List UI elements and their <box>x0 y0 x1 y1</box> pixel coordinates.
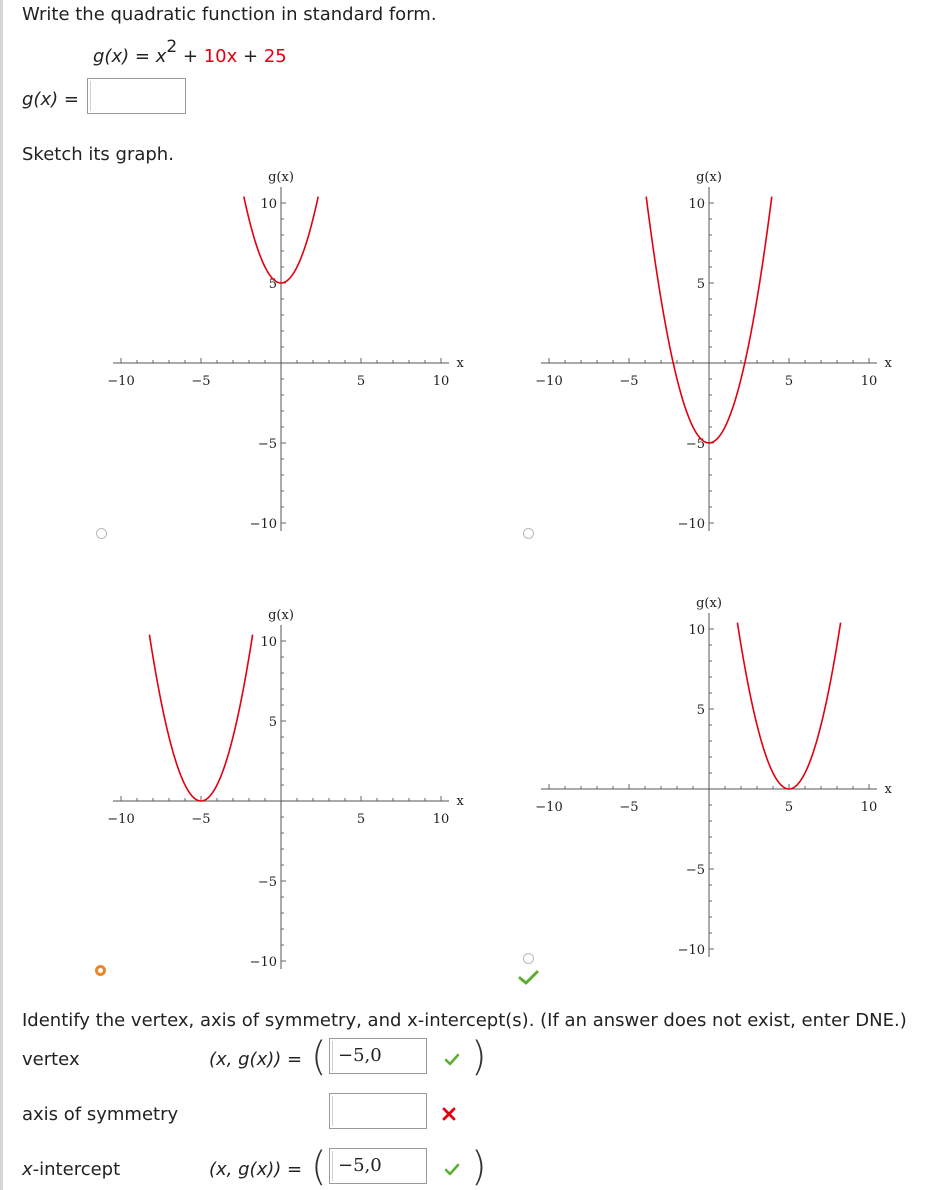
sketch-prompt: Sketch its graph. <box>22 144 174 165</box>
given-function <box>93 37 287 67</box>
radio-option-a[interactable] <box>96 528 107 539</box>
x-axis-title: x <box>884 356 892 371</box>
y-tick-label: −10 <box>249 517 277 532</box>
x-tick-label: 10 <box>860 800 878 815</box>
equals-sign: = <box>134 46 150 67</box>
x-tick-label: −10 <box>535 374 563 389</box>
x-tick-label: 10 <box>432 812 450 827</box>
x-intercept-open-paren: ( <box>311 1144 327 1190</box>
graph-option-a[interactable] <box>100 170 464 542</box>
y-tick-label: 10 <box>260 635 277 650</box>
y-tick-label: −5 <box>257 437 277 452</box>
x-tick-label: 10 <box>432 374 450 389</box>
linear-term: 10x <box>203 46 238 67</box>
y-tick-label: −5 <box>257 875 277 890</box>
parabola-curve <box>737 623 840 789</box>
x-intercept-x: x <box>22 1159 33 1180</box>
vertex-open-paren: ( <box>311 1034 327 1080</box>
y-tick-label: −10 <box>249 955 277 970</box>
radio-option-d[interactable] <box>523 953 534 964</box>
constant-term: 25 <box>263 46 287 67</box>
x-tick-label: 5 <box>356 812 366 827</box>
parabola-curve <box>149 635 252 801</box>
x-intercept-label <box>22 1159 120 1180</box>
plus-sign-2: + <box>243 46 259 67</box>
y-tick-label: −10 <box>677 943 705 958</box>
y-axis-title: g(x) <box>696 596 722 611</box>
x-axis-title: x <box>456 794 464 809</box>
x-tick-label: −5 <box>191 374 211 389</box>
answer-lhs: g(x) <box>22 89 59 110</box>
identify-prompt: Identify the vertex, axis of symmetry, and x-intercept(s). (If an answer does not exist, enter DNE.) <box>22 1010 907 1031</box>
x-tick-label: 10 <box>860 374 878 389</box>
y-tick-label: 5 <box>696 277 705 292</box>
x-axis-title: x <box>884 782 892 797</box>
y-tick-label: −10 <box>677 517 705 532</box>
y-axis-title: g(x) <box>268 608 294 623</box>
x-intercept-check-icon <box>444 1163 460 1176</box>
axis-of-symmetry-input[interactable] <box>329 1093 427 1129</box>
x-tick-label: −10 <box>535 800 563 815</box>
x-tick-label: 5 <box>784 800 794 815</box>
vertex-close-paren: ) <box>471 1034 487 1080</box>
x-intercept-close-paren: ) <box>471 1144 487 1190</box>
left-border <box>0 0 3 1190</box>
plus-sign: + <box>182 46 198 67</box>
y-axis-title: g(x) <box>696 170 722 185</box>
x-intercept-prefix: (x, g(x)) = <box>209 1159 303 1180</box>
vertex-input[interactable]: −5,0 <box>329 1038 427 1074</box>
vertex-prefix: (x, g(x)) = <box>209 1049 303 1070</box>
x-intercept-rest: -intercept <box>32 1159 121 1180</box>
axis-label: axis of symmetry <box>22 1104 179 1125</box>
axis-cross-icon <box>442 1107 456 1121</box>
x-squared-base: x <box>155 46 167 67</box>
y-tick-label: −5 <box>685 437 705 452</box>
y-tick-label: 10 <box>688 197 705 212</box>
exponent: 2 <box>166 37 178 57</box>
x-tick-label: −10 <box>107 812 135 827</box>
function-lhs: g(x) <box>93 46 130 67</box>
radio-option-c[interactable] <box>95 965 106 976</box>
graph-option-c[interactable] <box>100 608 464 980</box>
x-intercept-input[interactable]: −5,0 <box>329 1148 427 1184</box>
answer-label <box>22 89 79 110</box>
x-tick-label: 5 <box>784 374 794 389</box>
radio-option-b[interactable] <box>523 528 534 539</box>
y-axis-title: g(x) <box>268 170 294 185</box>
x-tick-label: −10 <box>107 374 135 389</box>
answer-equals: = <box>63 89 79 110</box>
graph-option-d[interactable] <box>528 596 892 968</box>
y-tick-label: −5 <box>685 863 705 878</box>
x-tick-label: −5 <box>619 374 639 389</box>
question-prompt: Write the quadratic function in standard form. <box>22 4 437 25</box>
graph-correct-check-icon <box>518 970 540 986</box>
vertex-check-icon <box>444 1053 460 1066</box>
x-tick-label: −5 <box>191 812 211 827</box>
x-tick-label: 5 <box>356 374 366 389</box>
y-tick-label: 5 <box>696 703 705 718</box>
y-tick-label: 5 <box>268 715 277 730</box>
vertex-label: vertex <box>22 1049 80 1070</box>
y-tick-label: 5 <box>268 277 277 292</box>
y-tick-label: 10 <box>260 197 277 212</box>
graph-option-b[interactable] <box>528 170 892 542</box>
standard-form-input[interactable] <box>87 78 186 114</box>
y-tick-label: 10 <box>688 623 705 638</box>
x-tick-label: −5 <box>619 800 639 815</box>
x-axis-title: x <box>456 356 464 371</box>
